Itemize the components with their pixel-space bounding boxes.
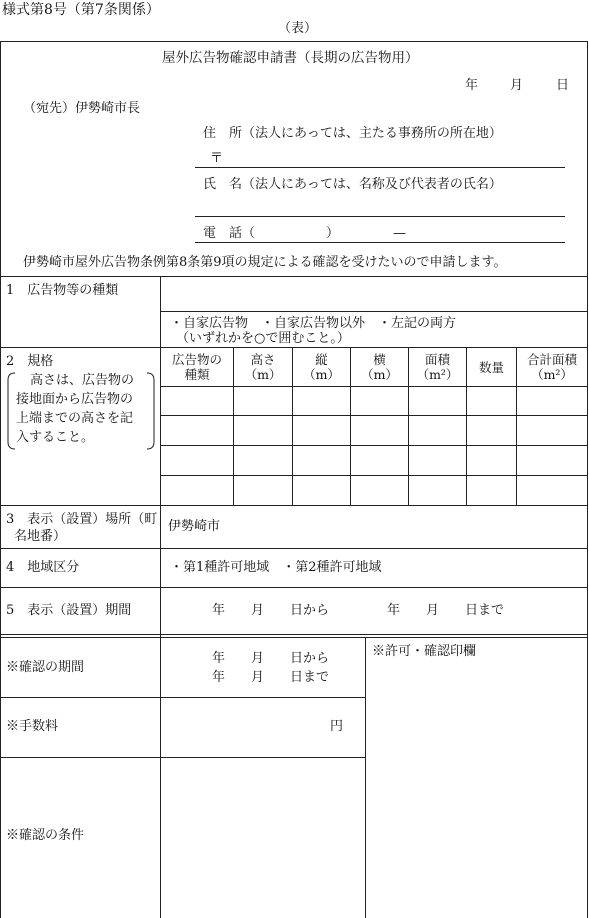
type-options[interactable]: ・自家広告物 ・自家広告物以外 ・左記の両方 (170, 316, 457, 331)
section-type-label: 1 広告物等の種類 (6, 283, 119, 298)
spec-row-2[interactable] (161, 416, 587, 445)
section-zone-label: 4 地域区分 (6, 560, 80, 575)
location-field[interactable]: 伊勢崎市 (168, 519, 221, 534)
name-label: 氏 名（法人にあっては、名称及び代表者の氏名） (203, 177, 502, 192)
date-year[interactable]: 年 (465, 78, 479, 93)
left-bracket (6, 372, 16, 450)
spec-row-4[interactable] (161, 476, 587, 505)
section-period-label: 5 表示（設置）期間 (6, 603, 132, 618)
phone-dash: — (393, 226, 406, 241)
stamp-label: ※許可・確認印欄 (372, 644, 477, 659)
date-month[interactable]: 月 (510, 78, 524, 93)
conditions-label: ※確認の条件 (6, 828, 85, 843)
spec-col-kind: 広告物の 種類 (171, 352, 222, 382)
addressee: （宛先）伊勢崎市長 (23, 101, 141, 116)
form-number: 様式第8号（第7条関係） (2, 2, 160, 18)
spec-note-line-1: 高さは、広告物の (30, 373, 135, 388)
spec-col-quantity: 数量 (478, 360, 504, 375)
phone-label: 電 話（ (203, 226, 256, 241)
date-day[interactable]: 日 (556, 78, 570, 93)
confirm-period-from[interactable]: 年 月 日から (212, 651, 330, 666)
side-label: （表） (278, 21, 318, 36)
spec-col-horizontal: 横 （m） (361, 352, 398, 382)
right-bracket (146, 372, 156, 450)
section-spec-label: 2 規格 (6, 354, 54, 369)
spec-col-area: 面積 （m²） (416, 352, 459, 382)
period-from[interactable]: 年 月 日から (212, 603, 330, 618)
type-note: （いずれかを○で囲むこと。） (176, 331, 350, 346)
form-title: 屋外広告物確認申請書（長期の広告物用） (162, 50, 419, 66)
zone-options[interactable]: ・第1種許可地域 ・第2種許可地域 (170, 560, 382, 575)
conditions-field[interactable] (161, 758, 365, 918)
application-statement: 伊勢崎市屋外広告物条例第8条第9項の規定による確認を受けたいので申請します。 (23, 255, 507, 270)
spec-note-line-3: 上端までの高さを記 (16, 411, 134, 426)
phone-close-paren: ） (326, 226, 340, 241)
spec-note-line-4: 入すること。 (16, 430, 95, 445)
confirm-period-to[interactable]: 年 月 日まで (212, 670, 330, 685)
fee-field[interactable] (161, 698, 321, 757)
period-to[interactable]: 年 月 日まで (387, 603, 505, 618)
fee-unit: 円 (330, 719, 344, 734)
spec-row-3[interactable] (161, 446, 587, 475)
spec-note-line-2: 接地面から広告物の (16, 392, 134, 407)
spec-col-vertical: 縦 （m） (303, 352, 340, 382)
fee-label: ※手数料 (6, 719, 59, 734)
confirm-period-label: ※確認の期間 (6, 660, 85, 675)
name-field[interactable] (195, 216, 565, 217)
stamp-area[interactable] (366, 662, 587, 918)
spec-col-total-area: 合計面積 （m²） (526, 352, 577, 382)
section-location-label-1: 3 表示（設置）場所（町 (6, 512, 158, 527)
address-label: 住 所（法人にあっては、主たる事務所の所在地） (203, 126, 502, 141)
type-extra-field[interactable] (161, 277, 587, 311)
address-field[interactable] (195, 167, 565, 168)
postal-mark: 〒 (210, 151, 224, 166)
spec-row-1[interactable] (161, 387, 587, 415)
section-location-label-2: 名地番） (14, 529, 67, 544)
phone-field[interactable] (195, 242, 565, 243)
spec-col-height: 高さ （m） (244, 352, 282, 382)
